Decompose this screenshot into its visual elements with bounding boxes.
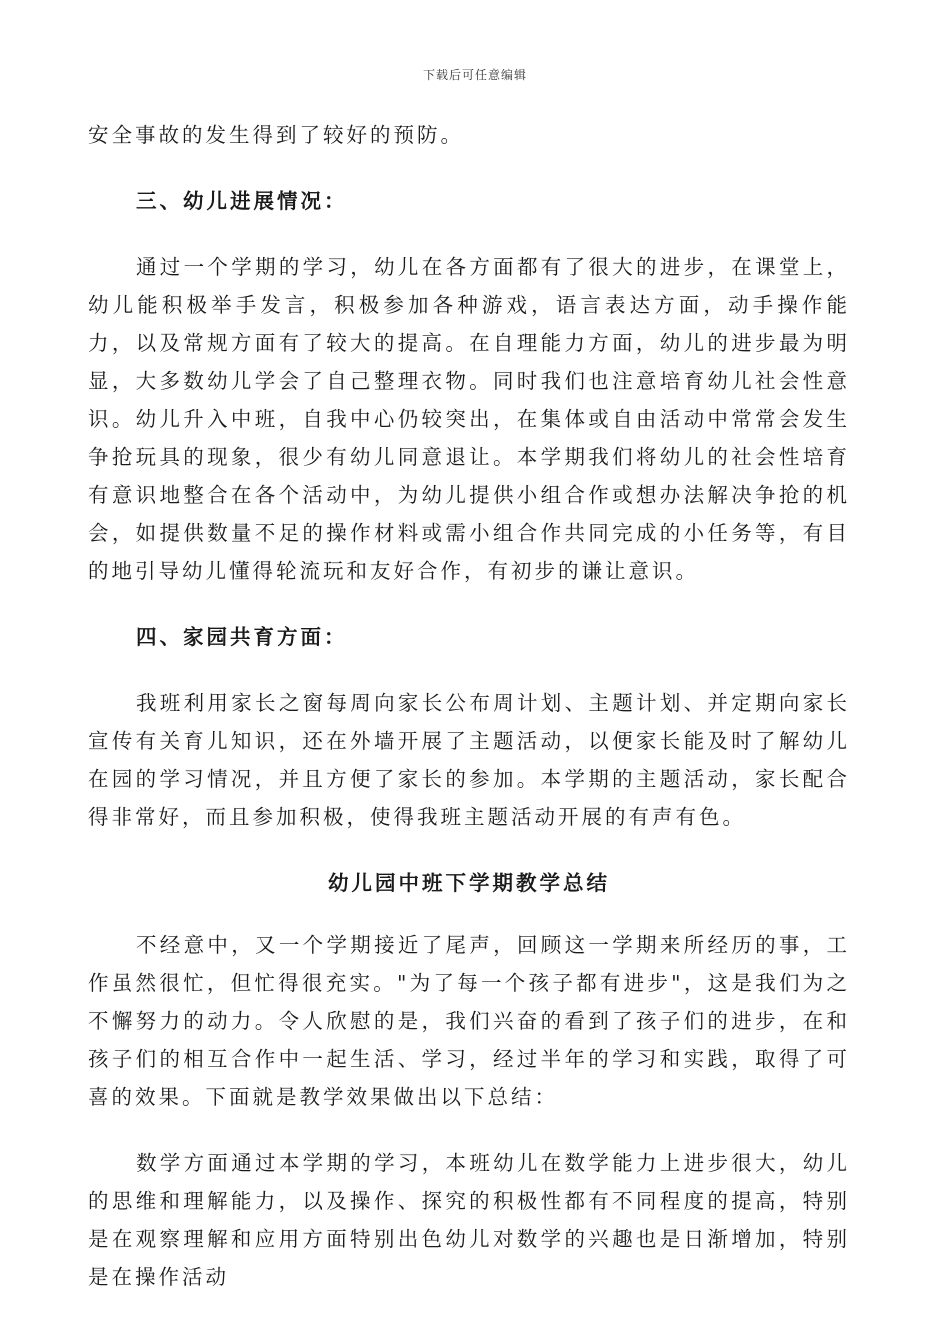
summary-intro-paragraph: 不经意中，又一个学期接近了尾声，回顾这一学期来所经历的事，工作虽然很忙，但忙得很充实。"为了每一个孩子都有进步"，这是我们为之不懈努力的动力。令人欣慰的是，我们兴奋的看到了孩子们的进步，在和孩子们的相互合作中一起生活、学习，经过半年的学习和实践，取得了可喜的效果。下面就是教学效果做出以下总结： — [88, 933, 850, 1109]
home-school-paragraph: 我班利用家长之窗每周向家长公布周计划、主题计划、并定期向家长宣传有关育儿知识，还在外墙开展了主题活动，以便家长能及时了解幼儿在园的学习情况，并且方便了家长的参加。本学期的主题活动，家长配合得非常好，而且参加积极，使得我班主题活动开展的有声有色。 — [88, 691, 850, 829]
intro-tail-paragraph: 安全事故的发生得到了较好的预防。 — [88, 123, 464, 147]
page-header: 下载后可任意编辑 — [422, 68, 527, 82]
section-heading-progress: 三、幼儿进展情况： — [136, 189, 348, 213]
section-heading-home-school: 四、家园共育方面： — [136, 625, 348, 649]
document-title: 幼儿园中班下学期教学总结 — [328, 871, 610, 895]
math-paragraph: 数学方面通过本学期的学习，本班幼儿在数学能力上进步很大，幼儿的思维和理解能力，以及操作、探究的积极性都有不同程度的提高，特别是在观察理解和应用方面特别出色幼儿对数学的兴趣也是日渐增加，特别是在操作活动 — [88, 1151, 850, 1289]
progress-paragraph: 通过一个学期的学习，幼儿在各方面都有了很大的进步，在课堂上，幼儿能积极举手发言，积极参加各种游戏，语言表达方面，动手操作能力，以及常规方面有了较大的提高。在自理能力方面，幼儿的进步最为明显，大多数幼儿学会了自己整理衣物。同时我们也注意培育幼儿社会性意识。幼儿升入中班，自我中心仍较突出，在集体或自由活动中常常会发生争抢玩具的现象，很少有幼儿同意退让。本学期我们将幼儿的社会性培育有意识地整合在各个活动中，为幼儿提供小组合作或想办法解决争抢的机会，如提供数量不足的操作材料或需小组合作共同完成的小任务等，有目的地引导幼儿懂得轮流玩和友好合作，有初步的谦让意识。 — [88, 255, 850, 583]
document-body — [88, 116, 850, 1296]
